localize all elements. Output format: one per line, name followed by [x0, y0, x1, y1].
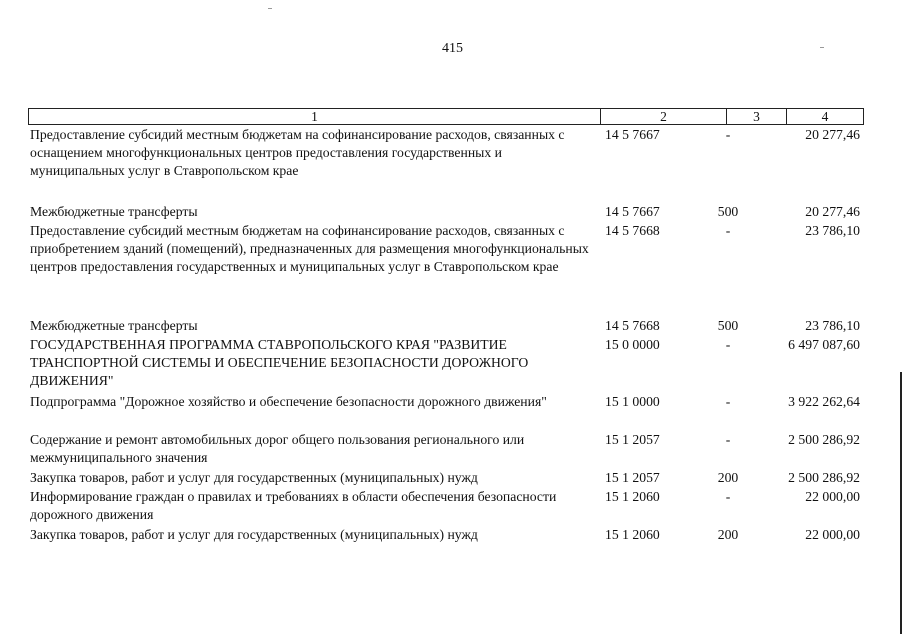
- row-code: 14 5 7668: [605, 318, 660, 333]
- page-number: 415: [442, 41, 463, 56]
- row-name: Предоставление субсидий местным бюджетам на софинансирование расходов, связанных с приобретением зданий (помещений), предназначенных для размещения многофункциональных центров предоставления государственных и муниципальных услуг в Ставропольском крае: [30, 223, 589, 275]
- column-header-4: 4: [821, 109, 829, 124]
- column-header-1: 1: [29, 109, 601, 124]
- row-type: -: [725, 432, 731, 447]
- row-code: 15 0 0000: [605, 337, 660, 352]
- row-name: Межбюджетные трансферты: [30, 318, 198, 333]
- row-type: -: [725, 394, 731, 409]
- row-amount: 2 500 286,92: [788, 432, 860, 447]
- row-amount: 22 000,00: [805, 527, 860, 542]
- row-name: Подпрограмма "Дорожное хозяйство и обеспечение безопасности дорожного движения": [30, 394, 547, 409]
- row-amount: 20 277,46: [805, 204, 860, 219]
- row-name: Межбюджетные трансферты: [30, 204, 198, 219]
- row-name: ГОСУДАРСТВЕННАЯ ПРОГРАММА СТАВРОПОЛЬСКОГО КРАЯ "РАЗВИТИЕ ТРАНСПОРТНОЙ СИСТЕМЫ И ОБЕСПЕЧЕНИЕ БЕЗОПАСНОСТИ ДОРОЖНОГО ДВИЖЕНИЯ": [30, 337, 529, 389]
- row-code: 14 5 7668: [605, 223, 660, 238]
- row-name: Предоставление субсидий местным бюджетам на софинансирование расходов, связанных с оснащением многофункциональных центров предоставления государственных и муниципальных услуг в Ставропольском крае: [30, 127, 565, 179]
- row-code: 15 1 2057: [605, 470, 660, 485]
- row-amount: 22 000,00: [805, 489, 860, 504]
- row-name: Закупка товаров, работ и услуг для государственных (муниципальных) нужд: [30, 527, 478, 542]
- row-amount: 6 497 087,60: [788, 337, 860, 352]
- row-amount: 20 277,46: [805, 127, 860, 142]
- scan-edge-rule: [900, 372, 902, 634]
- scan-speck: [820, 47, 824, 48]
- row-code: 15 1 2060: [605, 527, 660, 542]
- table-header-row: [28, 108, 864, 125]
- row-type: -: [725, 337, 731, 352]
- row-amount: 23 786,10: [805, 223, 860, 238]
- row-code: 15 1 0000: [605, 394, 660, 409]
- scan-speck: [268, 8, 272, 9]
- column-header-2: 2: [601, 109, 727, 124]
- row-name: Информирование граждан о правилах и требованиях в области обеспечения безопасности дорожного движения: [30, 489, 557, 523]
- row-type: -: [725, 127, 731, 142]
- row-code: 15 1 2060: [605, 489, 660, 504]
- row-code: 14 5 7667: [605, 204, 660, 219]
- row-amount: 2 500 286,92: [788, 470, 860, 485]
- row-amount: 3 922 262,64: [788, 394, 860, 409]
- row-type: 200: [717, 470, 739, 485]
- row-name: Закупка товаров, работ и услуг для государственных (муниципальных) нужд: [30, 470, 478, 485]
- row-code: 15 1 2057: [605, 432, 660, 447]
- column-header-3: 3: [727, 109, 787, 124]
- row-type: 200: [717, 527, 739, 542]
- row-type: -: [725, 489, 731, 504]
- row-amount: 23 786,10: [805, 318, 860, 333]
- row-type: 500: [717, 318, 739, 333]
- row-name: Содержание и ремонт автомобильных дорог общего пользования регионального или межмуниципального значения: [30, 432, 525, 466]
- row-type: 500: [717, 204, 739, 219]
- row-type: -: [725, 223, 731, 238]
- row-code: 14 5 7667: [605, 127, 660, 142]
